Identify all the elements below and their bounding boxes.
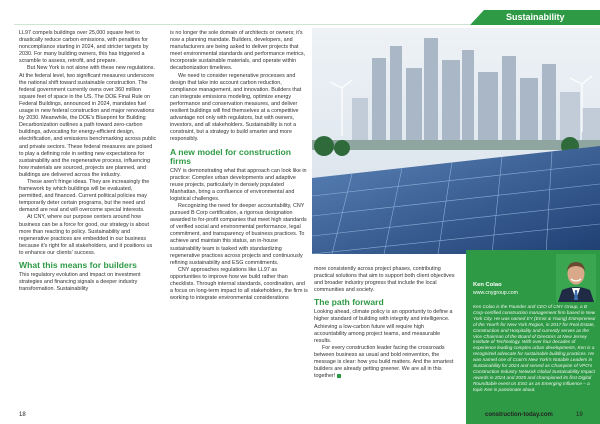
paragraph: But New York is not alone with these new regulations. At the federal level, two significant measures underscore the national shift toward sustainable construction. The federal government currently owns over 360 million square feet of space in the US. The DOE Final Rule on Federal Buildings, announced in 2024, mandates fuel usage in new federal construction and major renovations by 2030. Meanwhile, the DOE's Blueprint for Building Decarbonization outlines a path toward zero-carbon buildings, advocating for energy-efficient design, electrification, and emissions benchmarking across public and private sectors. These federal measures are poised to play a defining role in setting new expectations for sustainability and the regenerative process, influencing how materials are sourced, projects are planned, and buildings are delivered across the industry. <box>19 65 157 178</box>
city-solar-panels-photo <box>312 28 600 254</box>
end-mark-icon <box>337 374 341 378</box>
paragraph: Looking ahead, climate policy is an opportunity to define a higher standard of building with integrity and intelligence. Achieving a low-carbon future will require high accountability among project teams, and measurable results. <box>314 309 453 344</box>
author-bio-box <box>466 250 600 424</box>
section-heading: The path forward <box>314 297 384 308</box>
author-bio-text: Ken Colao is the Founder and CEO of CNY Group, a B Corp-certified construction management firm based in New York City. He was named EY (Ernst & Young) Entrepreneur of the Year® for New York Region, in 2017 for Real Estate, Construction and Hospitality and currently serves as the Vice Chairman of the Board of Directors at New Jersey Institute of Technology. With over four decades of experience leading complex urban developments, Ken is a recognized advocate for sustainable building practices. He was named one of Crain's New York's Notable Leaders in Sustainability for 2024 and served as Champion of VPO's Construction Industry Network Global Sustainability Impact Awards in 2024 and 2025 and championed its first Digital Roundtable event on ESG as an Emerging Influence – a topic Ken is passionate about. <box>473 304 596 392</box>
page-header <box>0 0 600 28</box>
paragraph: LL97 compels buildings over 25,000 square feet to drastically reduce carbon emissions, with penalties for noncompliance starting in 2024, and stricter targets by 2030. For many building owners, this has triggered a scramble to assess, retrofit, and prepare. <box>19 30 149 65</box>
author-portrait <box>556 254 596 302</box>
author-name: Ken Colao <box>473 282 502 288</box>
page-number-right: 19 <box>576 412 583 418</box>
article-column-1 <box>19 30 157 415</box>
paragraph: is no longer the sole domain of architects or owners; it's now a planning mandate. Builders, developers, and manufacturers are being asked to deliver projects that meet environmental standards and performance metrics, incorporate sustainable materials, and operate within decarbonization timelines. <box>170 30 306 72</box>
paragraph: Recognizing the need for deeper accountability, CNY pursued B Corp certification, a rigorous designation awarded to for-profit companies that meet high standards of verified social and environmental performance, legal commitment, and transparency of business practices. To achieve and maintain this status, an in-house sustainability team is tasked with standardizing regenerative practices across projects and continuously refining sustainability and ESG commitments. <box>170 202 307 266</box>
paragraph-last <box>314 345 456 380</box>
page-number-left: 18 <box>19 412 26 418</box>
header-rule <box>14 24 470 25</box>
footer-website: construction-today.com <box>485 412 553 418</box>
page-footer <box>0 408 600 424</box>
paragraph: more consistently across project phases, contributing practical solutions that aim to support both client objectives and broader industry progress that include the local communities and society. <box>314 266 455 294</box>
author-website: www.cnygroup.com <box>473 290 518 296</box>
article-column-2 <box>170 30 308 415</box>
portrait-illustration <box>556 254 596 302</box>
paragraph: These aren't fringe ideas. They are increasingly the framework by which buildings will be evaluated, permitted, and financed. Current political policies may temporarily deter certain programs, but the need and demand are real and will overcome special interests. <box>19 178 150 214</box>
section-heading: What this means for builders <box>19 260 137 270</box>
paragraph: This regulatory evolution and impact on investment strategies and financing signals a deeper industry transformation. Sustainability <box>19 272 141 293</box>
article-column-3 <box>314 266 456 416</box>
section-label: Sustainability <box>506 12 565 22</box>
paragraph: CNY approaches regulations like LL97 as opportunities to improve how we build rather than checklists. Through internal standards, coordination, and a focus on long-term impact to all stakeholders, the firm is working to integrate environmental considerations <box>170 266 308 302</box>
paragraph: At CNY, where our purpose centers around how business can be a force for good, our strategy is about more than reacting to policy. Sustainability and regenerative practices are embedded in our business because it's right for all stakeholders, and it positions us to enhance our clients' success. <box>19 214 153 256</box>
header-tab-notch <box>470 10 484 25</box>
paragraph: CNY is demonstrating what that approach can look like in practice: Complex urban developments and adaptive reuse projects, particularly in densely populated Manhattan, bring a confluence of environmental and logistical challenges. <box>170 167 307 202</box>
section-heading: A new model for construction firms <box>170 146 291 166</box>
paragraph: We need to consider regenerative processes and design that take into account carbon reduction, compliance management, and innovation. Builders that can integrate emissions modeling, optimize energy performance and conservation measures, and deliver resilient buildings will find themselves at a competitive advantage not only with regulators, but with owners, investors, and all stakeholders. Sustainability is not a constraint, but a strategy to build smarter and more responsibly. <box>170 72 302 143</box>
paragraph-text: For every construction leader facing the crossroads between business as usual and bold reinvention, the message is clear: how you build matters. And the smartest builders are already getting greener. We are all in this together! <box>314 344 454 380</box>
photo-illustration <box>312 28 600 254</box>
